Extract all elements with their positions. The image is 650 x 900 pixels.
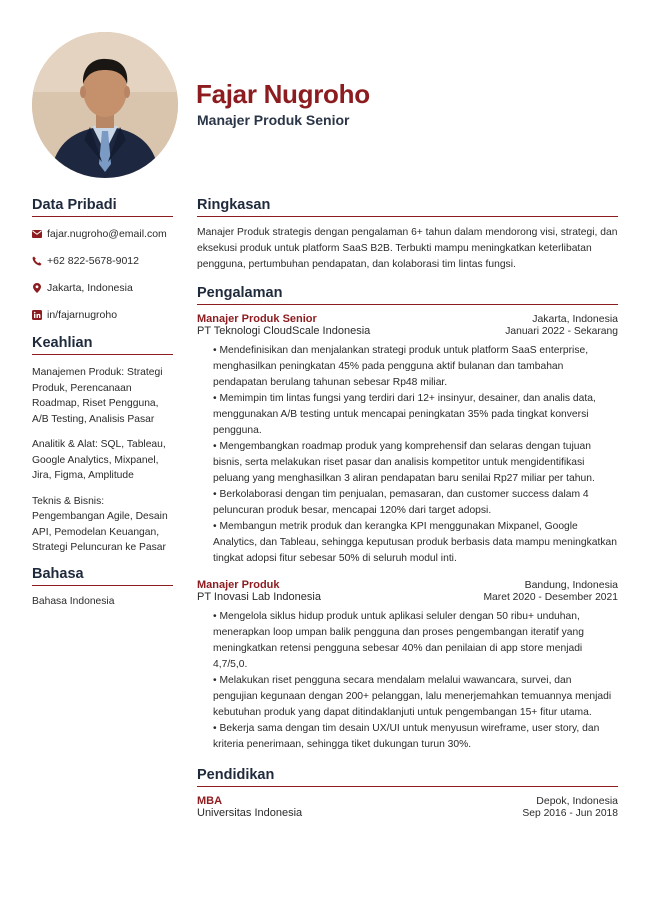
job-bullet: • Memimpin tim lintas fungsi yang terdiri dari 12+ insinyur, desainer, dan analis data, menggunakan A/B testing untuk mencapai peningkatan 35% pada tingkat konversi pengguna. <box>213 391 618 439</box>
job-bullet: • Melakukan riset pengguna secara mendalam melalui wawancara, survei, dan pengujian kegunaan dengan 200+ pelanggan, lalu menerjemahkan temuannya menjadi kebutuhan produk yang dapat ditindaklanjuti untuk pengembangan 15+ fitur utama. <box>213 673 618 721</box>
candidate-role: Manajer Produk Senior <box>197 112 350 128</box>
personal-data-heading: Data Pribadi <box>32 197 173 217</box>
experience-heading: Pengalaman <box>197 285 618 305</box>
map-pin-icon <box>32 283 42 293</box>
job-location: Bandung, Indonesia <box>524 579 618 591</box>
job-company: PT Inovasi Lab Indonesia <box>197 591 321 603</box>
phone-contact[interactable] <box>32 254 173 268</box>
job-bullet: • Mengembangkan roadmap produk yang komprehensif dan selaras dengan tujuan bisnis, serta melakukan riset pasar dan analisis kompetitor untuk mengidentifikasi peluang yang menghasilkan 3 aliran pendapatan baru senilai Rp27 miliar per tahun. <box>213 439 618 487</box>
left-column <box>32 197 173 607</box>
job-title: Manajer Produk Senior <box>197 313 317 325</box>
job-company: PT Teknologi CloudScale Indonesia <box>197 325 371 337</box>
language-heading: Bahasa <box>32 566 173 586</box>
education-entry <box>197 795 618 819</box>
linkedin-icon <box>32 310 42 320</box>
envelope-icon <box>32 229 42 239</box>
summary-text: Manajer Produk strategis dengan pengalaman 6+ tahun dalam mendorong visi, strategi, dan eksekusi produk untuk platform SaaS B2B. Terbukti mampu meningkatkan keterlibatan pengguna, pertumbuhan pendapatan, dan kolaborasi tim lintas fungsi. <box>197 227 618 270</box>
skills-heading: Keahlian <box>32 335 173 355</box>
linkedin-contact[interactable] <box>32 308 173 322</box>
job-entry <box>197 313 618 567</box>
job-bullet: • Membangun metrik produk dan kerangka KPI menggunakan Mixpanel, Google Analytics, dan Tableau, sehingga keputusan produk berbasis data mampu meningkatkan tingkat adopsi fitur sebesar 50% di seluruh modul inti. <box>213 519 618 567</box>
education-degree: MBA <box>197 795 223 807</box>
job-entry <box>197 579 618 753</box>
job-bullet: • Mendefinisikan dan menjalankan strategi produk untuk platform SaaS enterprise, menghasilkan peningkatan 45% pada pengguna aktif bulanan dan tambahan pendapatan berulang tahunan sebesar Rp48 miliar. <box>213 343 618 391</box>
person-illustration <box>32 32 178 178</box>
education-school: Universitas Indonesia <box>197 807 303 819</box>
linkedin-text: in/fajarnugroho <box>47 309 118 321</box>
language-item: Bahasa Indonesia <box>32 595 115 607</box>
summary-heading: Ringkasan <box>197 197 618 217</box>
skill-group: Analitik & Alat: SQL, Tableau, Google Analytics, Mixpanel, Jira, Figma, Amplitude <box>32 439 166 481</box>
email-text: fajar.nugroho@email.com <box>47 228 167 240</box>
phone-text: +62 822-5678-9012 <box>47 255 139 267</box>
job-bullets <box>197 609 618 753</box>
job-bullet: • Bekerja sama dengan tim desain UX/UI untuk menyusun wireframe, user story, dan kriteria penerimaan, sehingga tiket dukungan turun 30%. <box>213 721 618 753</box>
profile-photo <box>32 32 178 178</box>
education-heading: Pendidikan <box>197 767 618 787</box>
job-bullet: • Berkolaborasi dengan tim penjualan, pemasaran, dan customer success dalam 4 peluncuran produk besar, mencapai 120% dari target adopsi. <box>213 487 618 519</box>
education-location: Depok, Indonesia <box>536 795 618 807</box>
job-bullet: • Mengelola siklus hidup produk untuk aplikasi seluler dengan 50 ribu+ unduhan, menerapkan loop umpan balik pengguna dan proses pengembangan iteratif yang meningkatkan retensi pengguna sebesar 40% dan penilaian di app store menjadi 4,7/5,0. <box>213 609 618 673</box>
phone-icon <box>32 256 42 266</box>
job-dates: Januari 2022 - Sekarang <box>505 326 618 337</box>
job-dates: Maret 2020 - Desember 2021 <box>483 592 618 603</box>
skill-group: Manajemen Produk: Strategi Produk, Perencanaan Roadmap, Riset Pengguna, A/B Testing, Analisis Pasar <box>32 367 163 425</box>
right-column <box>197 197 618 831</box>
location-contact <box>32 281 173 295</box>
job-bullets <box>197 343 618 567</box>
job-location: Jakarta, Indonesia <box>532 313 618 325</box>
candidate-name: Fajar Nugroho <box>196 79 370 109</box>
job-title: Manajer Produk <box>197 579 280 591</box>
education-dates: Sep 2016 - Jun 2018 <box>522 808 618 819</box>
skill-group: Teknis & Bisnis: Pengembangan Agile, Desain API, Pemodelan Keuangan, Strategi Peluncuran ke Pasar <box>32 495 168 553</box>
email-contact[interactable] <box>32 227 173 241</box>
location-text: Jakarta, Indonesia <box>47 282 133 294</box>
